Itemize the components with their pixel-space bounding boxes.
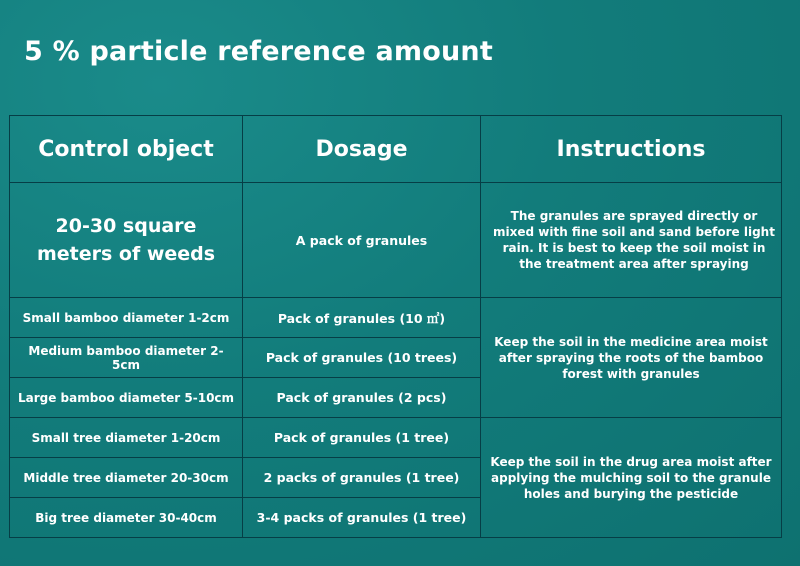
table-row <box>10 183 782 298</box>
header-control-object: Control object <box>10 116 243 183</box>
reference-table <box>9 115 782 538</box>
control-object-cell: Small bamboo diameter 1-2cm <box>10 298 243 338</box>
instructions-cell: Keep the soil in the drug area moist after applying the mulching soil to the granule holes and burying the pesticide <box>481 418 782 538</box>
dosage-cell: Pack of granules (10 trees) <box>243 338 481 378</box>
table-row <box>10 418 782 458</box>
control-object-cell: Small tree diameter 1-20cm <box>10 418 243 458</box>
dosage-cell: Pack of granules (2 pcs) <box>243 378 481 418</box>
table-header-row <box>10 116 782 183</box>
dosage-cell: 2 packs of granules (1 tree) <box>243 458 481 498</box>
dosage-cell: Pack of granules (10 ㎡) <box>243 298 481 338</box>
dosage-cell: A pack of granules <box>243 183 481 298</box>
control-object-cell: Large bamboo diameter 5-10cm <box>10 378 243 418</box>
page-title: 5 % particle reference amount <box>24 36 493 67</box>
header-dosage: Dosage <box>243 116 481 183</box>
instructions-cell: The granules are sprayed directly or mixed with fine soil and sand before light rain. It is best to keep the soil moist in the treatment area after spraying <box>481 183 782 298</box>
control-object-cell: Middle tree diameter 20-30cm <box>10 458 243 498</box>
control-object-cell: Medium bamboo diameter 2-5cm <box>10 338 243 378</box>
instructions-cell: Keep the soil in the medicine area moist after spraying the roots of the bamboo forest with granules <box>481 298 782 418</box>
dosage-cell: 3-4 packs of granules (1 tree) <box>243 498 481 538</box>
control-object-cell: 20-30 square meters of weeds <box>10 183 243 298</box>
dosage-cell: Pack of granules (1 tree) <box>243 418 481 458</box>
table-row <box>10 298 782 338</box>
control-object-cell: Big tree diameter 30-40cm <box>10 498 243 538</box>
header-instructions: Instructions <box>481 116 782 183</box>
